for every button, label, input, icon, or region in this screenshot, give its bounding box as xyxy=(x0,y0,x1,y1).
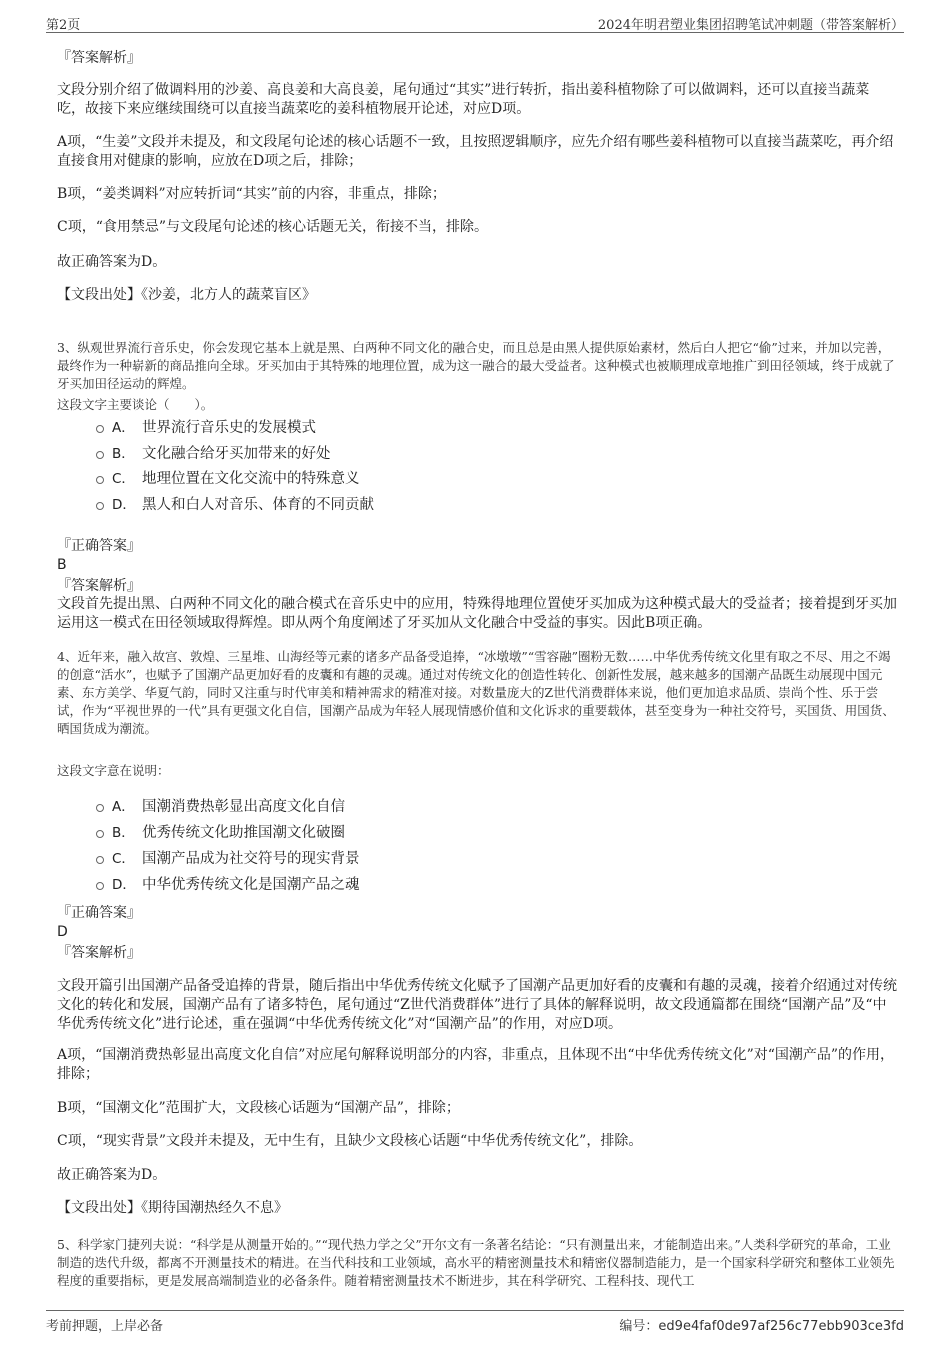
analysis-option-a: A项，“国潮消费热彰显出高度文化自信”对应尾句解释说明部分的内容，非重点，且体现不出“中华优秀传统文化”对“国潮产品”的作用，排除； xyxy=(57,1047,895,1082)
option-a[interactable]: A． 世界流行音乐史的发展模式 xyxy=(96,418,316,438)
answer-conclusion: 故正确答案为D。 xyxy=(57,1167,167,1183)
analysis-label: 『答案解析』 xyxy=(57,945,141,961)
option-a[interactable]: A． 国潮消费热彰显出高度文化自信 xyxy=(96,797,345,817)
analysis-option-b: B项，“国潮文化”范围扩大，文段核心话题为“国潮产品”，排除； xyxy=(57,1100,460,1116)
analysis-option-b: B项，“姜类调料”对应转折词“其实”前的内容，非重点，排除； xyxy=(57,186,446,202)
question-3-stem: 3、纵观世界流行音乐史，你会发现它基本上就是黑、白两种不同文化的融合史，而且总是由黑人提供原始素材，然后白人把它“偷”过来，并加以完善，最终作为一种崭新的商品推向全球。牙买加由于其特殊的地理位置，成为这一融合的最大受益者。这种模式也被顺理成章地推广到田径领域，终于成就了牙买加田径运动的辉煌。 xyxy=(57,340,895,391)
option-b[interactable]: B． 优秀传统文化助推国潮文化破圈 xyxy=(96,823,345,843)
page-footer xyxy=(46,1310,904,1333)
correct-answer-label: 『正确答案』 xyxy=(57,905,141,921)
analysis-paragraph: 文段开篇引出国潮产品备受追捧的背景，随后指出中华优秀传统文化赋予了国潮产品更加好看的皮囊和有趣的灵魂，接着介绍通过对传统文化的转化和发展，国潮产品有了诸多特色，尾句通过“Z世代消费群体”进行了具体的解释说明，故文段通篇都在围绕“国潮产品”及“中华优秀传统文化”进行论述，重在强调“中华优秀传统文化”对“国潮产品”的作用，对应D项。 xyxy=(57,978,897,1032)
document-id: 编号：ed9e4faf0de97af256c77ebb903ce3fd xyxy=(619,1319,904,1334)
radio-icon[interactable] xyxy=(96,882,104,890)
radio-icon[interactable] xyxy=(96,502,104,510)
option-d[interactable]: D． 黑人和白人对音乐、体育的不同贡献 xyxy=(96,495,374,515)
question-4-prompt: 这段文字意在说明： xyxy=(57,763,170,778)
source-citation: 【文段出处】《沙姜，北方人的蔬菜盲区》 xyxy=(57,287,316,303)
analysis-option-c: C项，“现实背景”文段并未提及，无中生有，且缺少文段核心话题“中华优秀传统文化”，排除。 xyxy=(57,1133,643,1149)
analysis-option-a: A项，“生姜”文段并未提及，和文段尾句论述的核心话题不一致，且按照逻辑顺序，应先介绍有哪些姜科植物可以直接当蔬菜吃，再介绍直接食用对健康的影响，应放在D项之后，排除； xyxy=(57,134,894,169)
radio-icon[interactable] xyxy=(96,476,104,484)
analysis-option-c: C项，“食用禁忌”与文段尾句论述的核心话题无关，衔接不当，排除。 xyxy=(57,219,489,235)
radio-icon[interactable] xyxy=(96,804,104,812)
radio-icon[interactable] xyxy=(96,451,104,459)
option-b[interactable]: B． 文化融合给牙买加带来的好处 xyxy=(96,444,331,464)
analysis-paragraph: 文段首先提出黑、白两种不同文化的融合模式在音乐史中的应用，特殊得地理位置使牙买加成为这种模式最大的受益者；接着提到牙买加运用这一模式在田径领域取得辉煌。即从两个角度阐述了牙买加从文化融合中受益的事实。因此B项正确。 xyxy=(57,596,897,631)
option-d[interactable]: D． 中华优秀传统文化是国潮产品之魂 xyxy=(96,875,360,895)
option-c[interactable]: C． 地理位置在文化交流中的特殊意义 xyxy=(96,469,360,489)
page-number: 第2页 xyxy=(46,18,81,33)
radio-icon[interactable] xyxy=(96,856,104,864)
answer-conclusion: 故正确答案为D。 xyxy=(57,254,167,270)
radio-icon[interactable] xyxy=(96,425,104,433)
source-citation: 【文段出处】《期待国潮热经久不息》 xyxy=(57,1200,288,1216)
option-c[interactable]: C． 国潮产品成为社交符号的现实背景 xyxy=(96,849,360,869)
radio-icon[interactable] xyxy=(96,830,104,838)
correct-answer: B xyxy=(57,557,67,573)
correct-answer: D xyxy=(57,924,68,940)
page-header xyxy=(46,12,904,33)
document-title: 2024年明君塑业集团招聘笔试冲刺题（带答案解析） xyxy=(597,18,904,33)
footer-slogan: 考前押题，上岸必备 xyxy=(46,1319,164,1334)
question-4-stem: 4、近年来，融入故宫、敦煌、三星堆、山海经等元素的诸多产品备受追捧，“冰墩墩”“雪容融”圈粉无数……中华优秀传统文化里有取之不尽、用之不竭的创意“活水”，也赋予了国潮产品更加好看的皮囊和有趣的灵魂。通过对传统文化的创造性转化、创新性发展，越来越多的国潮产品既生动展现中国元素、东方美学、华夏气韵，同时又注重与时代审美和精神需求的精准对接。对数量庞大的Z世代消费群体来说，他们更加追求品质、崇尚个性、乐于尝试，作为“平视世界的一代”具有更强文化自信，国潮产品成为年轻人展现情感价值和文化诉求的重要载体，甚至变身为一种社交符号，买国货、用国货、晒国货成为潮流。 xyxy=(57,649,895,736)
analysis-label: 『答案解析』 xyxy=(57,578,141,594)
analysis-paragraph: 文段分别介绍了做调料用的沙姜、高良姜和大高良姜，尾句通过“其实”进行转折，指出姜科植物除了可以做调料，还可以直接当蔬菜吃，故接下来应继续围绕可以直接当蔬菜吃的姜科植物展开论述，对应D项。 xyxy=(57,82,870,117)
correct-answer-label: 『正确答案』 xyxy=(57,538,141,554)
question-5-stem: 5、科学家门捷列夫说：“科学是从测量开始的。”“现代热力学之父”开尔文有一条著名结论：“只有测量出来，才能制造出来。”人类科学研究的革命，工业制造的迭代升级，都离不开测量技术的精进。在当代科技和工业领域，高水平的精密测量技术和精密仪器制造能力，是一个国家科学研究和整体工业领先程度的重要指标，更是发展高端制造业的必备条件。随着精密测量技术不断进步，其在科学研究、工程科技、现代工 xyxy=(57,1237,895,1288)
analysis-label: 『答案解析』 xyxy=(57,50,141,66)
question-3-prompt: 这段文字主要谈论（ ）。 xyxy=(57,397,214,412)
